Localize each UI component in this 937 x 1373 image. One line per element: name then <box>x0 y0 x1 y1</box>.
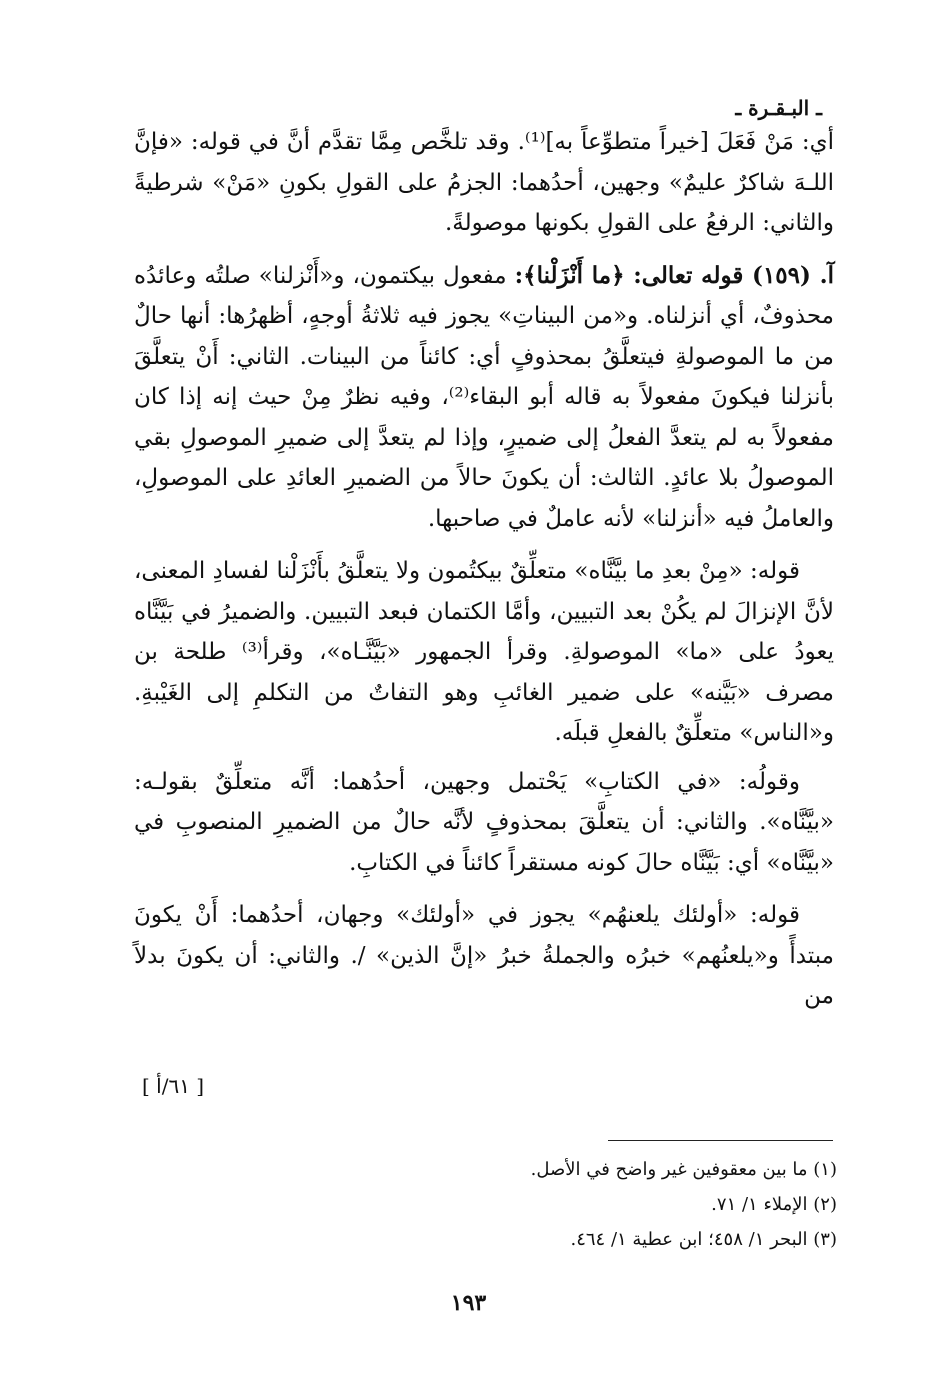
footnotes <box>407 1152 837 1257</box>
verse-heading: آ. (١٥٩) قوله تعالى: ﴿ما أَنْزَلْنا﴾: <box>514 261 834 289</box>
main-text <box>134 122 834 1017</box>
paragraph-5: قوله: «أولئك يلعنهُم» يجوز في «أولئك» وجهان، أحدُهما: أَنْ يكونَ مبتدأً و«يلعنُهم» خبرُه والجملةُ خبرُ «إنَّ الذين» /. والثاني: أن يكونَ بدلاً من <box>134 902 834 1009</box>
paragraph-2 <box>134 256 834 540</box>
paragraph-1: أي: مَنْ فَعَلَ [خيراً متطوِّعاً به]⁽¹⁾. وقد تلخَّص مِمَّا تقدَّم أنَّ في قوله: «فإنَّ اللـهَ شاكرٌ عليمٌ» وجهين، أحدُهما: الجزمُ على القولِ بكونِ «مَنْ» شرطيةً والثاني: الرفعُ على القولِ بكونها موصولةً. <box>134 129 835 236</box>
footnote-2: (٢) الإملاء ١/ ٧١. <box>711 1194 837 1215</box>
footnote-3: (٣) البحر ١/ ٤٥٨؛ ابن عطية ١/ ٤٦٤. <box>570 1229 837 1250</box>
page-number: ١٩٣ <box>450 1290 487 1316</box>
paragraph-4: وقولُه: «في الكتابِ» يَحْتمل وجهين، أحدُهما: أنَّه متعلِّقٌ بقولـه: «بيَّنَّاه». والثاني: أن يتعلَّقَ بمحذوفٍ لأنَّه حالٌ من الضميرِ المنصوبِ في «بيَّنَّاه» أي: بَيَّنَّاه حالَ كونه مستقراً كائناً في الكتابِ. <box>134 768 834 876</box>
paragraph-3: قوله: «مِنْ بعدِ ما بيَّنَّاه» متعلِّقٌ بيكتُمون ولا يتعلَّقُ بأَنْزَلْنا لفسادِ المعنى، لأنَّ الإنزالَ لم يكُنْ بعد التبيين، وأمَّا الكتمان فبعد التبيين. والضميرُ في بَيَّنَّاه يعودُ على «ما» الموصولةِ. وقرأ الجمهور «بَيَّنَّـاه»، وقرأ⁽³⁾ طلحة بن مصرف «بَيَّنه» على ضمير الغائبِ وهو التفاتٌ من التكلمِ إلى الغَيْبةِ. و«الناس» متعلِّقٌ بالفعلِ قبلَه. <box>134 558 834 746</box>
footnote-separator <box>608 1140 833 1141</box>
running-header: ـ البـقـرة ـ <box>735 96 822 120</box>
paragraph-2-text: مفعول بيكتمون، و«أَنْزلنا» صلتُه وعائدُه محذوفٌ، أي أنزلناه. و«من البيناتِ» يجوز فيه ثلاثةُ أوجهٍ، أظهرُها: أنها حالٌ من ما الموصولةِ فيتعلَّقُ بمحذوفٍ أي: كائناً من البينات. الثاني: أَنْ يتعلَّقَ بأنزلنا فيكونَ مفعولاً به قاله أبو البقاء⁽²⁾، وفيه نظرٌ مِنْ حيث إنه إذا كان مفعولاً به لم يتعدَّ الفعلُ إلى ضميرٍ، وإذا لم يتعدَّ إلى ضميرِ الموصولِ بقي الموصولُ بلا عائدٍ. الثالث: أن يكونَ حالاً من الضميرِ العائدِ على الموصولِ، والعاملُ فيه «أنزلنا» لأنه عاملٌ في صاحبها. <box>134 262 834 532</box>
manuscript-folio-reference: [ ٦١/أ ] <box>142 1074 205 1098</box>
footnote-1: (١) ما بين معقوفين غير واضح في الأصل. <box>530 1159 837 1180</box>
